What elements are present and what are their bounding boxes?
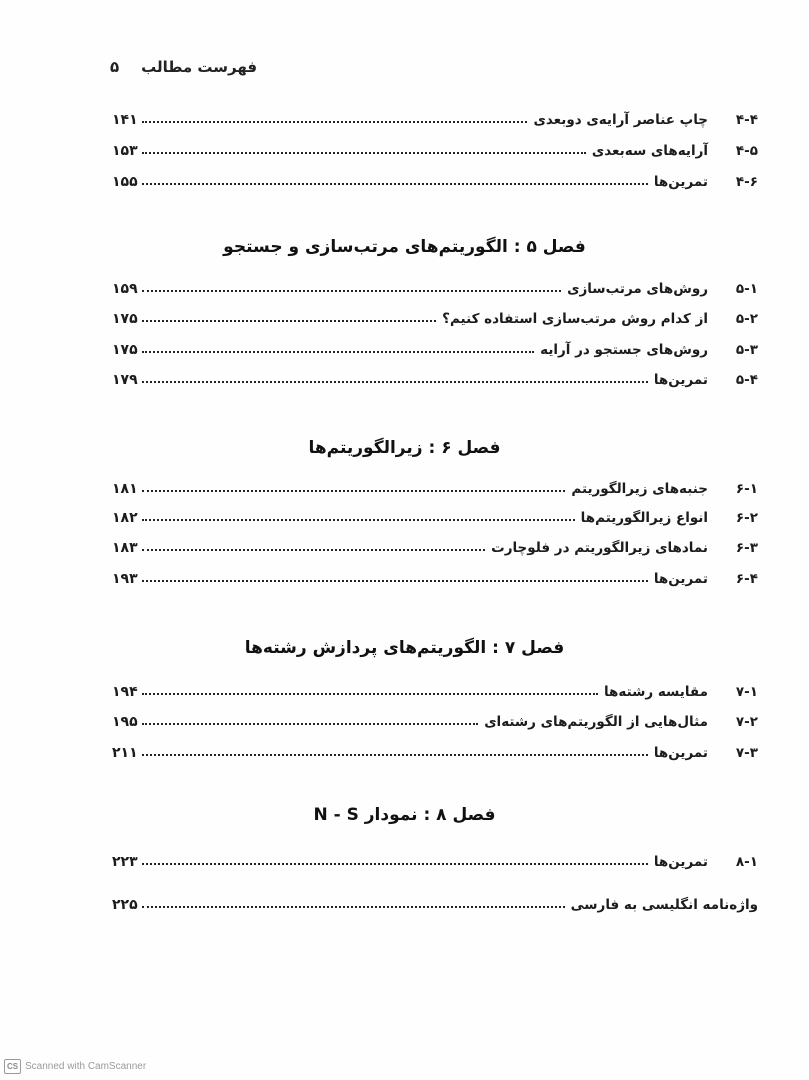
running-head-title: فهرست مطالب	[141, 58, 258, 76]
entry-number: ۴-۴	[735, 112, 758, 128]
entry-title: تمرین‌ها	[653, 571, 708, 587]
toc-entry[interactable]	[112, 534, 758, 556]
chapter-heading: فصل ۶ : زیرالگوریتم‌ها	[308, 438, 501, 458]
entry-number: ۳-۷	[735, 745, 758, 761]
chapter-heading: فصل ۸ : نمودار N - S	[313, 805, 496, 825]
toc-entry[interactable]	[112, 848, 758, 870]
entry-page: ۱۵۹	[112, 281, 138, 297]
entry-number: ۴-۵	[735, 372, 758, 388]
entry-page: ۲۲۵	[112, 897, 138, 913]
entry-number: ۴-۶	[735, 571, 758, 587]
entry-page: ۱۵۳	[112, 143, 138, 159]
entry-title: جنبه‌های زیرالگوریتم	[571, 481, 708, 497]
entry-title: چاپ عناصر آرایه‌ی دوبعدی	[533, 112, 708, 128]
camscanner-watermark	[4, 1059, 146, 1074]
dot-leader	[142, 167, 648, 185]
camscanner-logo-icon: CS	[4, 1059, 21, 1074]
toc-entry[interactable]	[112, 305, 758, 327]
entry-title: تمرین‌ها	[653, 854, 708, 870]
entry-page: ۱۹۴	[112, 684, 138, 700]
toc-entry[interactable]	[112, 678, 758, 700]
dot-leader	[142, 274, 561, 292]
entry-number: ۵-۴	[735, 143, 758, 159]
dot-leader	[142, 335, 534, 353]
entry-page: ۱۴۱	[112, 112, 138, 128]
entry-page: ۱۸۱	[112, 481, 138, 497]
watermark-text: Scanned with CamScanner	[25, 1061, 147, 1072]
entry-number: ۱-۸	[735, 854, 758, 870]
entry-page: ۱۵۵	[112, 174, 138, 190]
entry-title: نمادهای زیرالگوریتم در فلوچارت	[491, 540, 708, 556]
dot-leader	[142, 105, 527, 123]
entry-number: ۳-۶	[735, 540, 758, 556]
dot-leader	[142, 365, 648, 383]
entry-title: مثال‌هایی از الگوریتم‌های رشته‌ای	[484, 714, 708, 730]
entry-page: ۱۸۲	[112, 510, 138, 526]
chapter-heading: فصل ۵ : الگوریتم‌های مرتب‌سازی و جستجو	[223, 237, 586, 257]
entry-page: ۲۱۱	[112, 745, 138, 761]
entry-title: آرایه‌های سه‌بعدی	[591, 143, 708, 159]
entry-title: از کدام روش مرتب‌سازی استفاده کنیم؟	[442, 311, 708, 327]
entry-page: ۱۸۳	[112, 540, 138, 556]
dot-leader	[142, 890, 565, 908]
entry-number: ۳-۵	[735, 342, 758, 358]
toc-entry[interactable]	[112, 168, 758, 190]
toc-entry[interactable]	[112, 106, 758, 128]
toc-entry[interactable]	[112, 336, 758, 358]
entry-title: تمرین‌ها	[653, 372, 708, 388]
entry-number: ۱-۷	[735, 684, 758, 700]
entry-page: ۱۹۵	[112, 714, 138, 730]
entry-page: ۲۲۳	[112, 854, 138, 870]
entry-title: تمرین‌ها	[653, 745, 708, 761]
entry-title: مقایسه رشته‌ها	[603, 684, 708, 700]
toc-entry[interactable]	[112, 565, 758, 587]
entry-number: ۲-۶	[735, 510, 758, 526]
toc-entry[interactable]	[112, 475, 758, 497]
dot-leader	[142, 677, 598, 695]
toc-entry[interactable]	[112, 137, 758, 159]
dot-leader	[142, 564, 648, 582]
toc-entry[interactable]	[112, 708, 758, 730]
chapter-heading: فصل ۷ : الگوریتم‌های پردازش رشته‌ها	[244, 638, 565, 658]
dot-leader	[142, 304, 436, 322]
entry-page: ۱۷۵	[112, 311, 138, 327]
dot-leader	[142, 707, 478, 725]
entry-title: روش‌های مرتب‌سازی	[567, 281, 708, 297]
dot-leader	[142, 533, 485, 551]
entry-title: تمرین‌ها	[653, 174, 708, 190]
toc-entry[interactable]	[112, 739, 758, 761]
dot-leader	[142, 847, 648, 865]
entry-title: انواع زیرالگوریتم‌ها	[580, 510, 708, 526]
dot-leader	[142, 136, 586, 154]
entry-title: واژه‌نامه انگلیسی به فارسی	[570, 897, 758, 913]
entry-number: ۶-۴	[735, 174, 758, 190]
running-head-page-number: ۵	[110, 58, 120, 76]
entry-title: روش‌های جستجو در آرایه	[540, 342, 708, 358]
toc-entry-glossary[interactable]	[112, 891, 758, 913]
toc-entry[interactable]	[112, 275, 758, 297]
dot-leader	[142, 474, 565, 492]
entry-number: ۲-۷	[735, 714, 758, 730]
entry-number: ۱-۵	[735, 281, 758, 297]
entry-page: ۱۷۹	[112, 372, 138, 388]
entry-page: ۱۷۵	[112, 342, 138, 358]
toc-entry[interactable]	[112, 504, 758, 526]
entry-number: ۲-۵	[735, 311, 758, 327]
running-head	[110, 58, 257, 76]
dot-leader	[142, 738, 648, 756]
dot-leader	[142, 503, 575, 521]
entry-number: ۱-۶	[735, 481, 758, 497]
toc-entry[interactable]	[112, 366, 758, 388]
entry-page: ۱۹۳	[112, 571, 138, 587]
